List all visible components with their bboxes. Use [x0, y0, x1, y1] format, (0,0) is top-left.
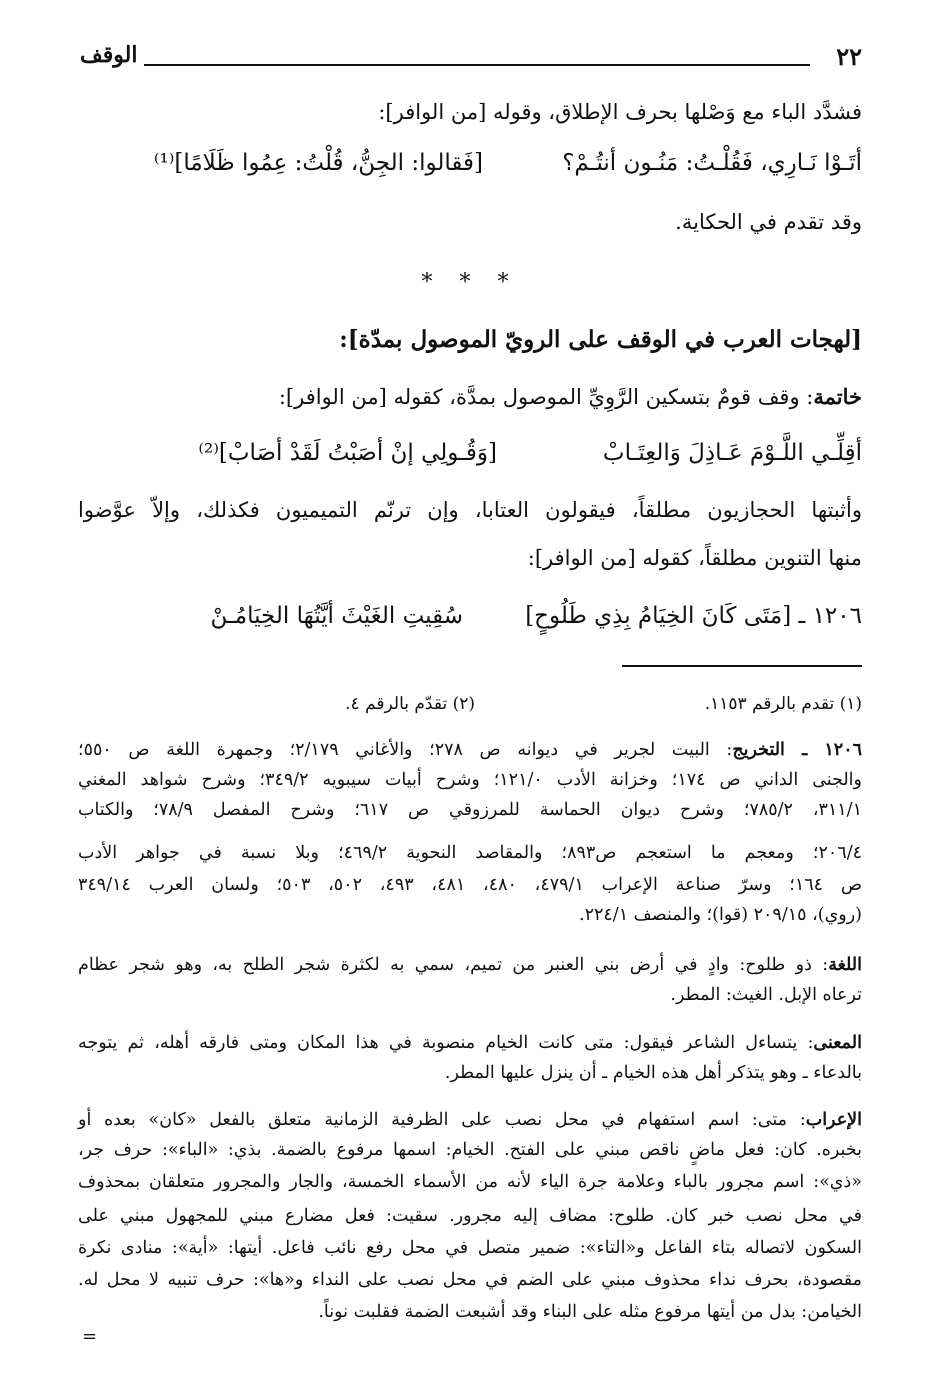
verse-3-second-hemistich: سُقِيتِ الغَيْثَ أيَّتُهَا الخِيَامُـنْ	[210, 603, 463, 629]
takhrij-line: ٣١١/١، ٧٨٥/٢؛ وشرح ديوان الحماسة للمرزوقي ص ٦١٧؛ وشرح المفصل ٧٨/٩؛ والكتاب	[78, 800, 862, 820]
section-separator: * * *	[421, 270, 519, 295]
header-rule	[144, 64, 810, 66]
lugha-label: اللغة	[828, 955, 862, 975]
running-title: الوقف	[80, 42, 138, 68]
mana-text: : يتساءل الشاعر فيقول: متى كانت الخيام منصوبة في هذا المكان ومتى فارقه أهله، ثم يتوجه	[78, 1033, 814, 1053]
takhrij-line: ص ١٦٤؛ وسرّ صناعة الإعراب ٤٧٩/١، ٤٨٠، ٤٨١، ٤٩٣، ٥٠٢، ٥٠٣؛ ولسان العرب ٣٤٩/١٤	[78, 875, 862, 895]
takhrij-line: (روي)، ٢٠٩/١٥ (قوا)؛ والمنصف ٢٢٤/١.	[579, 905, 862, 925]
footnote-1: (١) تقدم بالرقم ١١٥٣.	[704, 694, 862, 714]
verse-1-second-hemistich: [فَقالوا: الجِنُّ، قُلْتُ: عِمُوا ظَلَامًا]⁽¹⁾	[153, 150, 483, 176]
page-header	[80, 42, 862, 82]
verse-3-first-hemistich: ١٢٠٦ ـ [مَتَى كَانَ الخِيَامُ بِذِي طَلُوحٍ]	[525, 603, 862, 629]
closing-label: خاتمة	[813, 384, 862, 409]
mana-line	[78, 1033, 862, 1053]
verse-2-first-hemistich: أقِلِّـي اللَّـوْمَ عَـاذِلَ وَالعِتَـابْ	[602, 440, 862, 466]
irab-line: الخيامن: بدل من أيتها مرفوع مثله على البناء وقد أشبعت الضمة فقلبت نوناً.	[318, 1302, 862, 1322]
verse-2-second-hemistich: [وَقُـولِي إنْ أصَبْتُ لَقَدْ أصَابْ]⁽²⁾	[198, 440, 497, 466]
mana-label: المعنى	[813, 1033, 862, 1053]
page-number: ٢٢	[836, 42, 862, 71]
irab-label: الإعراب	[805, 1110, 862, 1130]
lugha-line	[78, 955, 862, 975]
mana-line: بالدعاء ـ وهو يتذكر أهل هذه الخيام ـ أن ينزل عليها المطر.	[444, 1063, 862, 1083]
irab-line: مقصودة، بحرف نداء محذوف مبني على الضم في محل نصب على النداء و«ها»: حرف تنبيه لا محل له.	[78, 1270, 862, 1290]
paragraph-line-2: منها التنوين مطلقاً، كقوله [من الوافر]:	[527, 546, 862, 570]
irab-line: «ذي»: اسم مجرور بالباء وعلامة جرة الياء لأنه من الأسماء الخمسة، والجار والمجرور متعلقان بمحذوف	[78, 1172, 862, 1192]
paragraph-line-1: وأثبتها الحجازيون مطلقاً، فيقولون العتابا، وإن ترنّم التميميون فكذلك، وإلاّ عوَّضوا	[78, 498, 862, 522]
section-heading: [لهجات العرب في الوقف على الرويّ الموصول بمدّة]:	[339, 326, 862, 353]
takhrij-text: : البيت لجرير في ديوانه ص ٢٧٨؛ والأغاني ٢/١٧٩؛ وجمهرة اللغة ص ٥٥٠؛	[78, 740, 733, 760]
footnote-rule	[622, 665, 862, 667]
irab-line: في محل نصب خبر كان. طلوح: مضاف إليه مجرور. سقيت: فعل مضارع مبني للمجهول مبني على	[78, 1206, 862, 1226]
footnote-2: (٢) تقدّم بالرقم ٤.	[345, 694, 475, 714]
closing-text: : وقف قومٌ بتسكين الرَّوِيِّ الموصول بمدَّة، كقوله [من الوافر]:	[278, 385, 814, 409]
intro-line-2: وقد تقدم في الحكاية.	[675, 210, 862, 234]
continuation-marker: =	[82, 1326, 98, 1347]
verse-1-first-hemistich: أتَـوْا نَـارِي، فَقُلْـتُ: مَنُـون أنتُـمْ؟	[562, 150, 862, 176]
takhrij-line: ٢٠٦/٤؛ ومعجم ما استعجم ص٨٩٣؛ والمقاصد النحوية ٤٦٩/٢؛ وبلا نسبة في جواهر الأدب	[78, 843, 862, 863]
takhrij-line: والجنى الداني ص ١٧٤؛ وخزانة الأدب ١٢١/٠؛ وشرح أبيات سيبويه ٣٤٩/٢؛ وشرح شواهد المغني	[78, 770, 862, 790]
irab-line: السكون لاتصاله بتاء الفاعل و«التاء»: ضمير متصل في محل رفع نائب فاعل. أيتها: «أية»: منادى نكرة	[78, 1238, 862, 1258]
takhrij-label: ١٢٠٦ ـ التخريج	[732, 740, 862, 760]
irab-line	[78, 1110, 862, 1130]
intro-line-1: فشدَّد الباء مع وَصْلها بحرف الإطلاق، وقوله [من الوافر]:	[378, 100, 862, 124]
irab-line: بخبره. كان: فعل ماضٍ ناقص مبني على الفتح. الخيام: اسمها مرفوع بالضمة. بذي: «الباء»: حرف جر،	[78, 1140, 862, 1160]
lugha-text: : ذو طلوح: وادٍ في أرض بني العنبر من تميم، سمي به لكثرة شجر الطلح به، وهو شجر عظام	[78, 955, 829, 975]
takhrij-line	[78, 740, 862, 760]
closing-paragraph	[78, 384, 862, 410]
lugha-line: ترعاه الإبل. الغيث: المطر.	[670, 985, 862, 1005]
irab-text: : متى: اسم استفهام في محل نصب على الظرفية الزمانية متعلق بالفعل «كان» بعده أو	[78, 1110, 806, 1130]
